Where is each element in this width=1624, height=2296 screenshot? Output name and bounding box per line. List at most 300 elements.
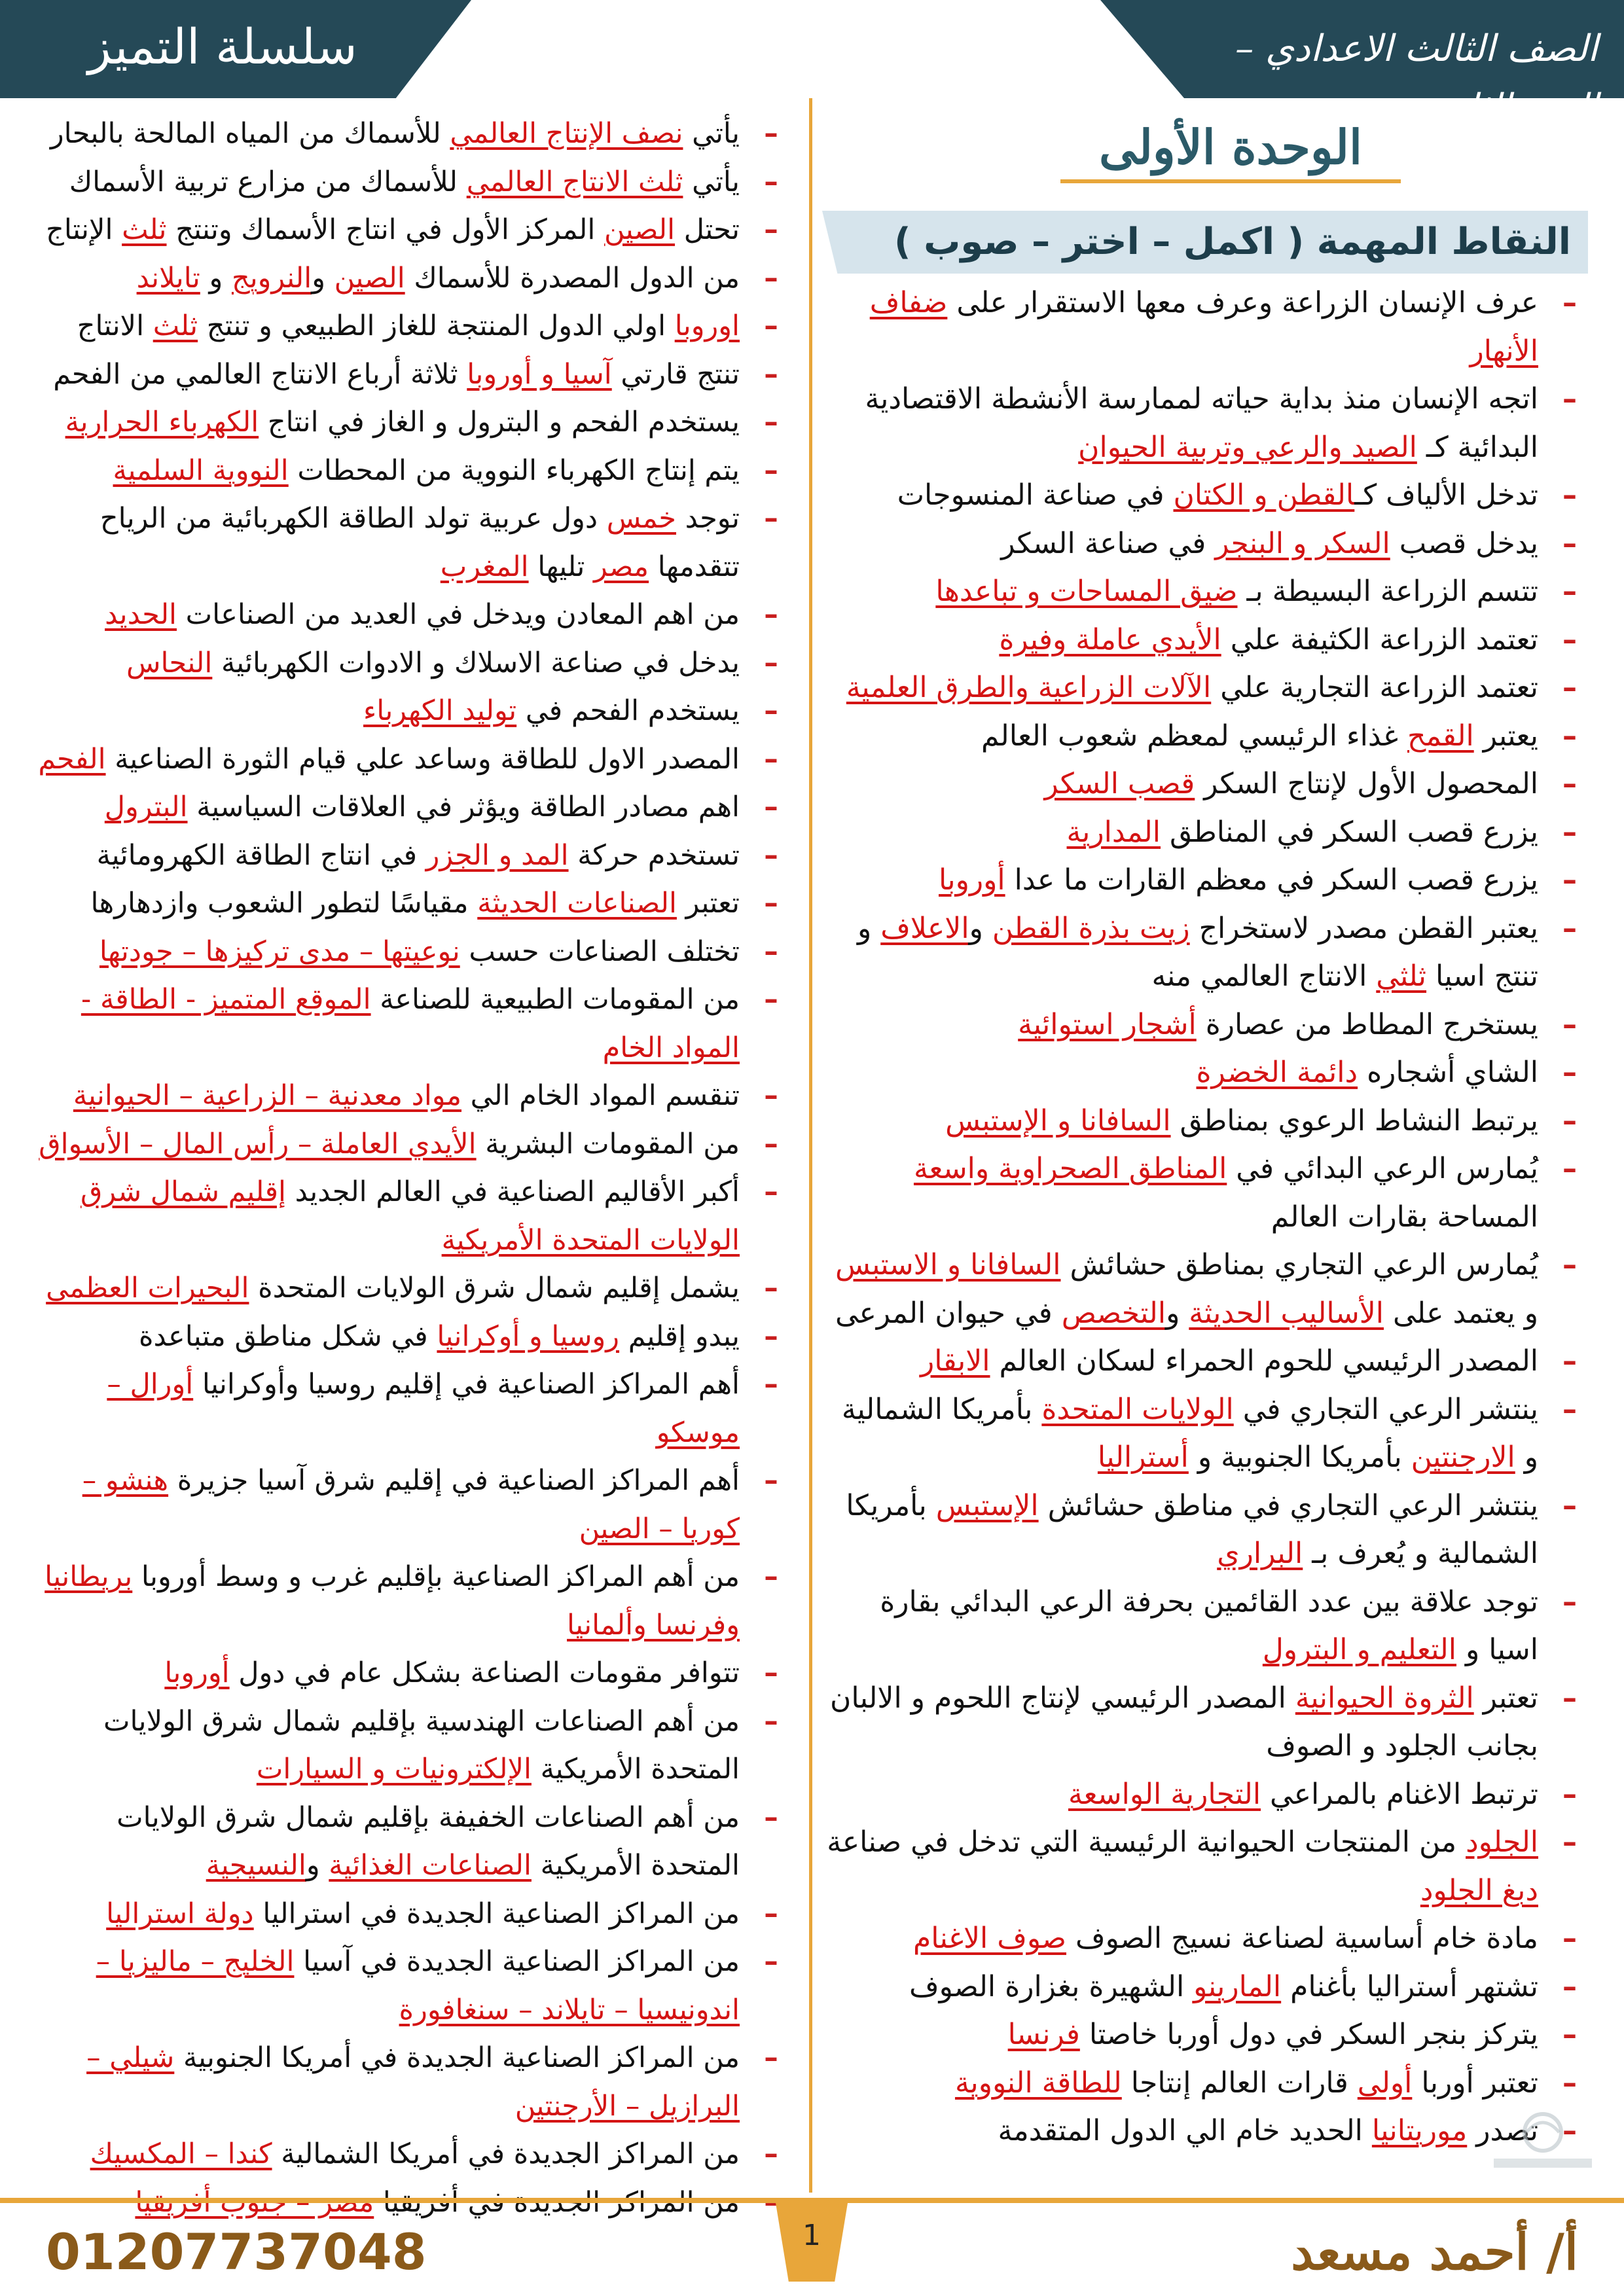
statement-text: يبدو إقليم	[619, 1319, 740, 1353]
statement-text: في انتاج الطاقة الكهرومائية	[96, 838, 426, 872]
answer-text: مواد معدنية – الزراعية – الحيوانية	[73, 1079, 462, 1112]
bullet-dash-icon: –	[764, 1560, 778, 1593]
answer-text: القمح	[1407, 719, 1474, 753]
answer-text: البحيرات العظمى	[46, 1272, 249, 1304]
answer-text: الكهرباء الحرارية	[65, 406, 259, 439]
list-item	[822, 1337, 1588, 1386]
unit-title-underline	[1060, 179, 1401, 183]
list-item	[822, 808, 1588, 857]
bullet-dash-icon: –	[1562, 575, 1577, 608]
bullet-dash-icon: –	[1562, 622, 1577, 656]
list-item	[822, 375, 1588, 471]
statement-text: اولي الدول المنتجة للغاز الطبيعي و تنتج	[198, 310, 675, 342]
statement-text: ثلاثة أرباع الانتاج العالمي من الفحم	[53, 357, 467, 391]
statement-text: تتسم الزراعة البسيطة بـ	[1237, 575, 1538, 608]
series-title: سلسلة التميز	[88, 19, 357, 75]
answer-text: السافانا و الاستبس	[835, 1248, 1061, 1282]
answer-text: الثروة الحيوانية	[1295, 1681, 1474, 1715]
answer-text: الأيدي عاملة وفيرة	[999, 622, 1221, 656]
bullet-dash-icon: –	[764, 983, 778, 1016]
list-item	[822, 1001, 1588, 1049]
list-item	[17, 1265, 789, 1313]
list-item	[17, 1553, 789, 1649]
statement-text: الانتاج	[77, 310, 153, 342]
statement-text: الإنتاج	[46, 213, 122, 246]
bullet-dash-icon: –	[764, 1272, 778, 1304]
statement-text: من الدول المصدرة للأسماك	[405, 261, 740, 295]
bullet-dash-icon: –	[764, 935, 778, 968]
bullet-dash-icon: –	[1562, 2114, 1577, 2147]
answer-text: أوروبا	[938, 863, 1005, 897]
statement-text: مقياسًا لتطور الشعوب وازدهارها	[90, 887, 478, 920]
list-item	[17, 399, 789, 447]
list-item	[17, 736, 789, 784]
answer-text: توليد الكهرباء	[363, 694, 517, 727]
statement-text: تختلف الصناعات حسب	[460, 935, 740, 968]
bullet-dash-icon: –	[1562, 2066, 1577, 2100]
answer-text: المد و الجزر	[425, 838, 569, 872]
answer-text: الفحم	[38, 742, 106, 776]
bullet-dash-icon: –	[764, 117, 778, 150]
bullet-dash-icon: –	[1562, 911, 1577, 945]
statement-text: الشاي أشجاره	[1358, 1056, 1538, 1089]
statement-text: تعتمد الزراعة الكثيفة علي	[1221, 622, 1538, 656]
statement-text: اهم مصادر الطاقة ويؤثر في العلاقات السياسية	[187, 791, 740, 823]
answer-text: الحديد	[105, 598, 177, 631]
answer-text: أورال – موسكو	[107, 1368, 740, 1449]
statement-text: تعتبر	[1473, 1681, 1538, 1715]
list-item	[822, 1049, 1588, 1097]
bullet-dash-icon: –	[764, 1319, 778, 1353]
answer-text: الصناعات الحديثة	[477, 887, 677, 920]
answer-text: الخليج – ماليزيا – اندونيسيا – تايلاند – سنغافورة	[96, 1945, 740, 2026]
bullet-dash-icon: –	[1562, 671, 1577, 704]
answer-text: الصين	[604, 213, 676, 246]
statement-text: المصدر الرئيسي لإنتاج اللحوم و الالبان بجانب الجلود و الصوف	[830, 1681, 1538, 1763]
answer-text: التعليم و البترول	[1262, 1633, 1456, 1666]
right-column-list	[822, 279, 1588, 2155]
statement-text: تنتج قارتي	[611, 357, 740, 391]
bullet-dash-icon: –	[764, 1657, 778, 1689]
bullet-dash-icon: –	[1562, 767, 1577, 800]
list-item	[822, 520, 1588, 568]
bullet-dash-icon: –	[1562, 1007, 1577, 1041]
answer-text: آسيا و أوروبا	[467, 357, 612, 391]
answer-text: الصين	[334, 261, 405, 295]
list-item	[17, 1072, 789, 1121]
list-item	[822, 471, 1588, 520]
answer-text: تايلاند	[136, 261, 200, 295]
answer-text: هنشو – كوريا – الصين	[82, 1464, 740, 1545]
list-item	[17, 1938, 789, 2034]
statement-text: يُمارس الرعي البدائي في	[1227, 1152, 1538, 1185]
list-item	[17, 1649, 789, 1698]
bullet-dash-icon: –	[764, 646, 778, 679]
answer-text: الإستبس	[935, 1488, 1039, 1522]
bullet-dash-icon: –	[1562, 2018, 1577, 2051]
list-item	[17, 1361, 789, 1457]
answer-text: النووية السلمية	[113, 454, 289, 487]
answer-text: خمس	[606, 502, 676, 535]
statement-text: تنقسم المواد الخام الي	[461, 1079, 740, 1112]
bullet-dash-icon: –	[1562, 1103, 1577, 1138]
statement-text: يُمارس الرعي التجاري بمناطق حشائش	[1060, 1248, 1538, 1282]
statement-text: يتم إنتاج الكهرباء النووية من المحطات	[288, 454, 740, 487]
statement-text: تدخل الألياف كـ	[1354, 478, 1538, 512]
statement-text: من المراكز الجديدة في أمريكا الشمالية	[272, 2138, 740, 2170]
answer-text: اوروبا	[674, 310, 740, 342]
bullet-dash-icon: –	[1562, 863, 1577, 897]
statement-text: يزرع قصب السكر في المناطق	[1161, 815, 1538, 849]
list-item	[822, 1963, 1588, 2011]
answer-text: كندا – المكسيك	[90, 2138, 272, 2170]
statement-text: تتوافر مقومات الصناعة بشكل عام في دول	[229, 1657, 740, 1689]
statement-text: في شكل مناطق متباعدة	[138, 1319, 437, 1353]
list-item	[17, 2034, 789, 2130]
statement-text: الشهيرة بغزارة الصوف	[909, 1969, 1194, 2003]
list-item	[17, 880, 789, 928]
bullet-dash-icon: –	[764, 1175, 778, 1208]
section-title: النقاط المهمة ( اكمل – اختر – صوب )	[893, 221, 1571, 263]
list-item	[17, 1168, 789, 1265]
statement-text: المصدر الرئيسي للحوم الحمراء لسكان العالم	[990, 1344, 1538, 1378]
answer-text: المغرب	[440, 550, 529, 583]
answer-text: الابقار	[920, 1344, 990, 1378]
list-item	[822, 279, 1588, 375]
bullet-dash-icon: –	[764, 2041, 778, 2074]
list-item	[17, 302, 789, 351]
answer-text: الأساليب الحديثة	[1189, 1296, 1384, 1330]
answer-text: دولة استراليا	[106, 1897, 254, 1930]
statement-text: في صناعة المنسوجات	[897, 478, 1174, 512]
answer-text: الجلود	[1466, 1825, 1538, 1859]
statement-text: يستخرج المطاط من عصارة	[1196, 1007, 1538, 1041]
bullet-dash-icon: –	[764, 502, 778, 535]
statement-text: بأمريكا الشمالية و	[841, 1392, 1538, 1474]
statement-text: بأمريكا الجنوبية و	[1188, 1441, 1411, 1474]
statement-text: و	[200, 261, 232, 295]
answer-text: للطاقة النووية	[954, 2066, 1122, 2100]
bullet-dash-icon: –	[764, 791, 778, 823]
bullet-dash-icon: –	[1562, 1825, 1577, 1859]
list-item	[822, 1386, 1588, 1482]
statement-text: أهم المراكز الصناعية في إقليم شرق آسيا جزيرة	[168, 1464, 740, 1497]
answer-text: بريطانيا وفرنسا وألمانيا	[45, 1560, 740, 1641]
statement-text: تستخدم حركة	[568, 838, 740, 872]
unit-title: الوحدة الأولى	[1098, 119, 1362, 175]
bullet-dash-icon: –	[1562, 1777, 1577, 1811]
answer-text: أولى	[1357, 2066, 1413, 2100]
answer-text: مصر	[594, 550, 649, 583]
answer-text: ثلث	[153, 310, 198, 342]
statement-text: دول عربية تولد الطاقة الكهربائية من الرياح تتقدمها	[99, 502, 740, 583]
answer-text: شيلي – البرازيل – الأرجنتين	[86, 2041, 740, 2123]
list-item	[17, 110, 789, 158]
answer-text: نوعيتها – مدى تركيزها – جودتها	[99, 935, 460, 968]
answer-text: البترول	[104, 791, 188, 823]
answer-text: أوروبا	[164, 1657, 230, 1689]
bullet-dash-icon: –	[764, 1464, 778, 1497]
statement-text: من اهم المعادن ويدخل في العديد من الصناعات	[177, 598, 740, 631]
statement-text: يتركز بنجر السكر في دول أوربا خاصتا	[1079, 2018, 1538, 2051]
list-item	[822, 2059, 1588, 2108]
bullet-dash-icon: –	[1562, 1056, 1577, 1089]
list-item	[17, 495, 789, 591]
answer-text: ضفاف الأنهار	[869, 286, 1538, 368]
bullet-dash-icon: –	[1562, 1681, 1577, 1715]
statement-text: توجد علاقة بين عدد القائمين بحرفة الرعي البدائي بقارة اسيا و	[880, 1585, 1538, 1666]
statement-text: من المراكز الصناعية الجديدة في أمريكا الجنوبية	[174, 2041, 740, 2074]
bullet-dash-icon: –	[764, 1079, 778, 1112]
answer-text: المدارية	[1066, 815, 1161, 849]
statement-text: من المقومات البشرية	[476, 1127, 740, 1160]
answer-text: فرنسا	[1007, 2018, 1080, 2051]
bullet-dash-icon: –	[1562, 1922, 1577, 1955]
bullet-dash-icon: –	[1562, 526, 1577, 560]
statement-text: المركز الأول في انتاج الأسماك وتنتج	[166, 213, 605, 246]
answer-text: البراري	[1217, 1537, 1303, 1570]
list-item	[822, 2107, 1588, 2155]
page-footer	[0, 2198, 1624, 2296]
answer-text: أستراليا	[1097, 1441, 1189, 1474]
statement-text: عرف الإنسان الزراعة وعرف معها الاستقرار على	[947, 286, 1538, 319]
statement-text: ينتشر الرعي التجاري في مناطق حشائش	[1038, 1488, 1538, 1522]
list-item	[822, 1145, 1588, 1241]
statement-text: يدخل قصب	[1390, 526, 1538, 560]
list-item	[17, 351, 789, 399]
bullet-dash-icon: –	[1562, 1488, 1577, 1522]
list-item	[17, 976, 789, 1072]
bullet-dash-icon: –	[764, 454, 778, 487]
grade-term-title: الصف الثالث الاعدادي – الترم الثاني	[1235, 27, 1598, 129]
statement-text: يشمل إقليم شمال شرق الولايات المتحدة	[249, 1272, 740, 1304]
list-item	[822, 1914, 1588, 1963]
answer-text: دبغ الجلود	[1420, 1873, 1538, 1907]
list-item	[822, 856, 1588, 905]
list-item	[822, 567, 1588, 616]
list-item	[17, 783, 789, 832]
author-name: أ/ أحمد مسعد	[1291, 2223, 1578, 2281]
statement-text: أكبر الأقاليم الصناعية في العالم الجديد	[286, 1175, 740, 1208]
list-item	[17, 1457, 789, 1553]
statement-text: يرتبط النشاط الرعوي بمناطق	[1170, 1103, 1538, 1138]
answer-text: إقليم شمال شرق الولايات المتحدة الأمريكية	[80, 1175, 740, 1257]
statement-text: للأسماك من المياه المالحة بالبحار	[50, 117, 450, 150]
answer-text: النسيجية	[206, 1849, 306, 1882]
statement-text: تعتبر أوربا	[1412, 2066, 1538, 2100]
list-item	[17, 1121, 789, 1169]
list-item	[17, 1794, 789, 1890]
list-item	[17, 1698, 789, 1794]
statement-text: المصدر الاول للطاقة وساعد علي قيام الثورة الصناعية	[105, 742, 740, 776]
statement-text: يستخدم الفحم و البترول و الغاز في انتاج	[259, 406, 740, 439]
answer-text: ضيق المساحات و تباعدها	[935, 575, 1238, 608]
statement-text: و	[969, 911, 992, 945]
statement-text: من المراكز الصناعية الجديدة في استراليا	[253, 1897, 740, 1930]
answer-text: التخصص	[1061, 1296, 1166, 1330]
answer-text: الارجنتين	[1411, 1441, 1515, 1474]
list-item	[17, 255, 789, 303]
bullet-dash-icon: –	[764, 310, 778, 342]
answer-text: صوف الاغنام	[913, 1922, 1066, 1955]
list-item	[17, 447, 789, 495]
list-item	[822, 2011, 1588, 2059]
answer-text: الصناعات الغذائية	[329, 1849, 532, 1882]
column-divider	[809, 98, 812, 2193]
statement-text: مادة خام أساسية لصناعة نسيج الصوف	[1066, 1922, 1538, 1955]
logo-watermark-icon	[1481, 2106, 1605, 2178]
bullet-dash-icon: –	[764, 1897, 778, 1930]
answer-text: السافانا و الإستبس	[945, 1103, 1171, 1138]
statement-text: الانتاج العالمي منه	[1151, 960, 1377, 993]
list-item	[822, 712, 1588, 761]
answer-text: روسيا و أوكرانيا	[437, 1319, 620, 1353]
bullet-dash-icon: –	[1562, 286, 1577, 319]
answer-text: المارينو	[1193, 1969, 1282, 2003]
statement-text: الحديد خام الي الدول المتقدمة	[998, 2114, 1372, 2147]
answer-text: أشجار استوائية	[1018, 1007, 1197, 1041]
list-item	[17, 687, 789, 736]
footer-phone: 01207737048	[46, 2223, 427, 2281]
answer-text: القطن و الكتان	[1173, 478, 1355, 512]
bullet-dash-icon: –	[764, 1801, 778, 1834]
statement-text: تعتمد الزراعة التجارية علي	[1211, 671, 1538, 704]
bullet-dash-icon: –	[764, 742, 778, 776]
list-item	[17, 639, 789, 688]
statement-text: ترتبط الاغنام بالمراعي	[1261, 1777, 1538, 1811]
statement-text: غذاء الرئيسي لمعظم شعوب العالم	[981, 719, 1407, 753]
bullet-dash-icon: –	[764, 1704, 778, 1738]
statement-text: و	[1166, 1296, 1189, 1330]
statement-text: تحتل	[675, 213, 740, 246]
answer-text: قصب السكر	[1044, 767, 1195, 800]
bullet-dash-icon: –	[764, 261, 778, 295]
list-item	[17, 158, 789, 207]
list-item	[17, 2130, 789, 2179]
answer-text: الصيد والرعي وتربية الحيوان	[1078, 430, 1417, 464]
list-item	[17, 832, 789, 880]
answer-text: نصف الإنتاج العالمي	[450, 117, 683, 150]
list-item	[822, 1097, 1588, 1145]
statement-text: تصدر	[1467, 2114, 1538, 2147]
list-item	[822, 616, 1588, 664]
bullet-dash-icon: –	[764, 2138, 778, 2170]
list-item	[822, 664, 1588, 712]
statement-text: اتجه الإنسان منذ بداية حياته لممارسة الأنشطة الاقتصادية البدائية كـ	[865, 382, 1538, 464]
bullet-dash-icon: –	[1562, 1969, 1577, 2003]
statement-text: ينتشر الرعي التجاري في	[1233, 1392, 1538, 1426]
answer-text: ثلث	[122, 213, 167, 246]
left-column-list	[17, 110, 789, 2227]
answer-text: السكر و البنجر	[1215, 526, 1390, 560]
bullet-dash-icon: –	[1562, 1392, 1577, 1426]
bullet-dash-icon: –	[1562, 382, 1577, 416]
answer-text: الولايات المتحدة	[1041, 1392, 1234, 1426]
statement-text: من المراكز الصناعية الجديدة في آسيا	[294, 1945, 740, 1978]
statement-text: في حيوان المرعى	[835, 1296, 1062, 1330]
list-item	[822, 1241, 1588, 1337]
list-item	[822, 760, 1588, 808]
statement-text: بأمريكا الشمالية و يُعرف بـ	[846, 1488, 1538, 1570]
statement-text: و يعتمد على	[1384, 1296, 1538, 1330]
answer-text: التجارية الواسعة	[1068, 1777, 1261, 1811]
bullet-dash-icon: –	[764, 887, 778, 920]
statement-text: قارات العالم إنتاجا	[1121, 2066, 1358, 2100]
bullet-dash-icon: –	[764, 1945, 778, 1978]
statement-text: و	[306, 1849, 329, 1882]
statement-text: يزرع قصب السكر في معظم القارات ما عدا	[1005, 863, 1538, 897]
statement-text: من أهم المراكز الصناعية بإقليم غرب و وسط أوروبا	[132, 1560, 740, 1593]
statement-text: أهم المراكز الصناعية في إقليم روسيا وأوكرانيا	[193, 1368, 740, 1401]
answer-text: زيت بذرة القطن	[992, 911, 1190, 945]
answer-text: موريتانيا	[1371, 2114, 1468, 2147]
statement-text: و	[312, 261, 334, 295]
list-item	[822, 1770, 1588, 1819]
statement-text: في صناعة السكر	[1001, 526, 1216, 560]
answer-text: ثلث الانتاج العالمي	[466, 165, 683, 198]
bullet-dash-icon: –	[1562, 1344, 1577, 1378]
list-item	[17, 1313, 789, 1361]
page-header	[0, 0, 1624, 129]
statement-text: توجد	[676, 502, 740, 535]
statement-text: من المقومات الطبيعية للصناعة	[370, 983, 740, 1016]
statement-text: المساحة بقارات العالم	[1271, 1200, 1538, 1234]
bullet-dash-icon: –	[1562, 1248, 1577, 1282]
bullet-dash-icon: –	[1562, 1152, 1577, 1185]
answer-text: الآلات الزراعية والطرق العلمية	[846, 671, 1212, 704]
statement-text: المحصول الأول لإنتاج السكر	[1195, 767, 1538, 800]
bullet-dash-icon: –	[764, 406, 778, 439]
statement-text: من أهم الصناعات الهندسية بإقليم شمال شرق الولايات المتحدة الأمريكية	[103, 1704, 740, 1785]
statement-text: يعتبر	[1473, 719, 1538, 753]
statement-text: يدخل في صناعة الاسلاك و الادوات الكهربائية	[212, 646, 740, 679]
list-item	[17, 1890, 789, 1939]
list-item	[17, 206, 789, 255]
statement-text: يأتي	[683, 117, 740, 150]
bullet-dash-icon: –	[1562, 1585, 1577, 1619]
statement-text: تعتبر	[676, 887, 740, 920]
answer-text: ثلثي	[1376, 960, 1427, 993]
statement-text: للأسماك من مزارع تربية الأسماك	[69, 165, 467, 198]
bullet-dash-icon: –	[764, 838, 778, 872]
answer-text: دائمة الخضرة	[1196, 1056, 1358, 1089]
list-item	[17, 591, 789, 639]
bullet-dash-icon: –	[764, 1127, 778, 1160]
bullet-dash-icon: –	[764, 165, 778, 198]
statement-text: يأتي	[683, 165, 740, 198]
bullet-dash-icon: –	[764, 213, 778, 246]
list-item	[822, 1818, 1588, 1914]
statement-text: تليها	[528, 550, 594, 583]
answer-text: النرويج	[231, 261, 312, 295]
list-item	[822, 905, 1588, 1001]
statement-text: من أهم الصناعات الخفيفة بإقليم شمال شرق الولايات المتحدة الأمريكية	[117, 1801, 740, 1882]
bullet-dash-icon: –	[764, 357, 778, 391]
bullet-dash-icon: –	[1562, 478, 1577, 512]
statement-text: تشتهر أستراليا بأغنام	[1281, 1969, 1538, 2003]
footer-divider	[0, 2198, 1624, 2203]
list-item	[17, 928, 789, 977]
answer-text: المناطق الصحراوية واسعة	[913, 1152, 1227, 1185]
statement-text: و تنتج اسيا	[857, 911, 1538, 993]
bullet-dash-icon: –	[764, 598, 778, 631]
list-item	[822, 1482, 1588, 1578]
answer-text: النحاس	[126, 646, 213, 679]
list-item	[822, 1578, 1588, 1674]
statement-text: من المنتجات الحيوانية الرئيسية التي تدخل في صناعة	[827, 1825, 1466, 1859]
answer-text: الاعلاف	[880, 911, 969, 945]
answer-text: الإلكترونيات و السيارات	[256, 1753, 532, 1785]
